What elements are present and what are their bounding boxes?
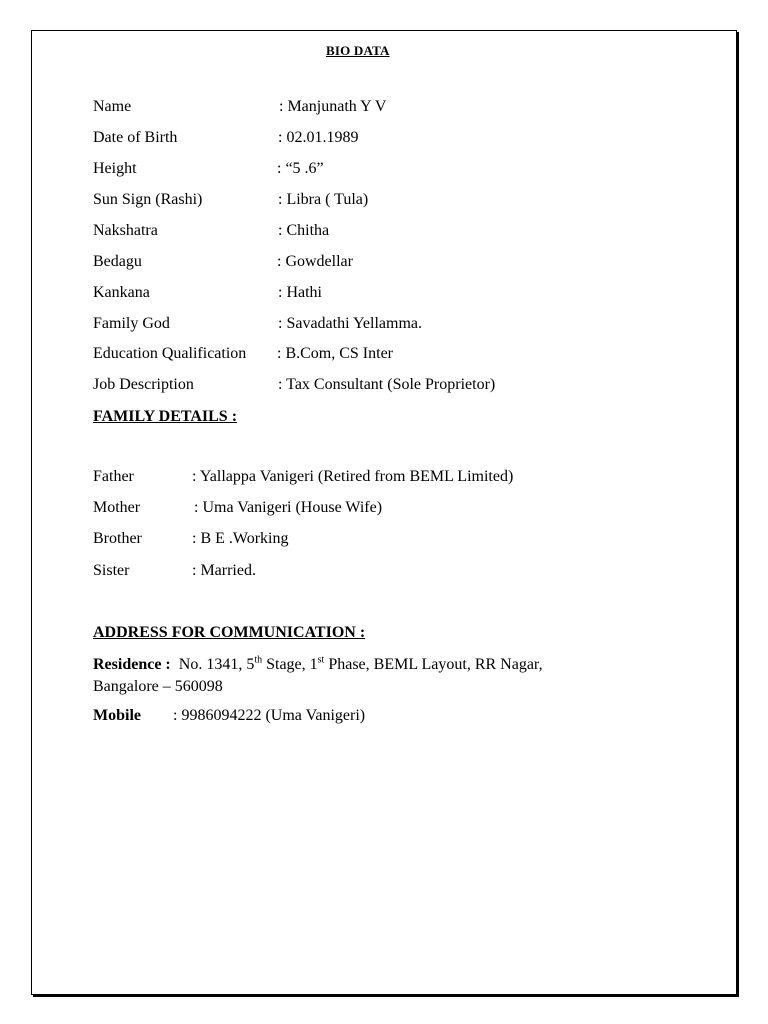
address-superscript: th xyxy=(254,654,263,666)
detail-value: : 02.01.1989 xyxy=(278,129,359,146)
detail-label: Bedagu xyxy=(93,253,142,270)
family-details-heading: FAMILY DETAILS : xyxy=(93,408,238,425)
detail-label: Date of Birth xyxy=(93,129,178,146)
family-label: Brother xyxy=(93,530,142,547)
address-part: No. 1341, 5 xyxy=(178,656,255,673)
detail-label: Education Qualification xyxy=(93,345,247,362)
family-value: : Married. xyxy=(192,562,256,579)
detail-value: : “5 .6” xyxy=(277,160,324,177)
mobile-value: : 9986094222 (Uma Vanigeri) xyxy=(173,707,366,724)
family-label: Father xyxy=(93,468,134,485)
family-value: : Uma Vanigeri (House Wife) xyxy=(194,499,383,516)
mobile-label: Mobile xyxy=(93,707,141,724)
detail-label: Nakshatra xyxy=(93,222,158,239)
family-label: Sister xyxy=(93,562,130,579)
address-heading: ADDRESS FOR COMMUNICATION : xyxy=(93,624,366,641)
residence-address xyxy=(93,654,653,698)
detail-label: Job Description xyxy=(93,376,194,393)
address-part: Stage, 1 xyxy=(262,656,318,673)
family-value: : B E .Working xyxy=(192,530,289,547)
detail-value: : B.Com, CS Inter xyxy=(277,345,394,362)
address-city: Bangalore – 560098 xyxy=(93,678,223,695)
address-part: Phase, BEML Layout, RR Nagar, xyxy=(324,656,543,673)
page-title: BIO DATA xyxy=(326,43,390,58)
detail-value: : Hathi xyxy=(278,284,322,301)
family-label: Mother xyxy=(93,499,141,516)
residence-label: Residence : xyxy=(93,656,171,673)
detail-value: : Chitha xyxy=(278,222,330,239)
detail-value: : Manjunath Y V xyxy=(279,98,387,115)
detail-value: : Libra ( Tula) xyxy=(278,191,369,208)
detail-label: Kankana xyxy=(93,284,150,301)
detail-value: : Tax Consultant (Sole Proprietor) xyxy=(278,376,496,393)
address-superscript: st xyxy=(317,654,325,666)
detail-value: : Savadathi Yellamma. xyxy=(278,315,422,332)
detail-label: Name xyxy=(93,98,132,115)
mobile-row xyxy=(93,707,366,725)
detail-value: : Gowdellar xyxy=(277,253,353,270)
detail-label: Height xyxy=(93,160,137,177)
family-value: : Yallappa Vanigeri (Retired from BEML Limited) xyxy=(192,468,514,485)
detail-label: Family God xyxy=(93,315,170,332)
detail-label: Sun Sign (Rashi) xyxy=(93,191,203,208)
